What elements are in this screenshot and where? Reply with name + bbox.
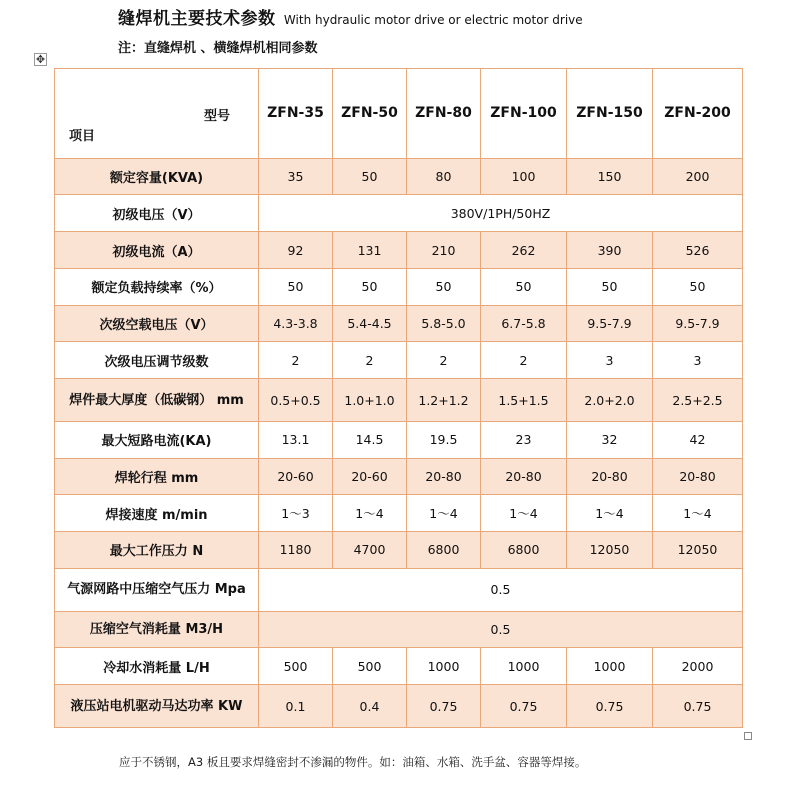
table-row [55, 532, 743, 569]
value-cell: 390 [567, 232, 653, 269]
row-label: 焊件最大厚度（低碳钢） mm [55, 379, 259, 422]
value-cell: 14.5 [333, 421, 407, 458]
value-cell: 50 [567, 268, 653, 305]
row-label: 焊轮行程 mm [55, 458, 259, 495]
value-cell: 0.5+0.5 [259, 379, 333, 422]
value-cell: 6.7-5.8 [481, 305, 567, 342]
value-cell: 6800 [481, 532, 567, 569]
value-cell: 0.1 [259, 685, 333, 728]
table-row [55, 568, 743, 611]
value-cell: 0.4 [333, 685, 407, 728]
header-model-label: 型号 [203, 109, 230, 124]
value-cell: 131 [333, 232, 407, 269]
model-header: ZFN-150 [567, 69, 653, 159]
value-cell: 500 [333, 648, 407, 685]
table-row [55, 379, 743, 422]
table-move-handle-icon[interactable]: ✥ [35, 53, 46, 66]
value-cell: 92 [259, 232, 333, 269]
value-cell: 1～4 [407, 495, 481, 532]
row-label: 额定负载持续率（%） [55, 268, 259, 305]
value-cell: 50 [481, 268, 567, 305]
value-cell: 20-80 [407, 458, 481, 495]
merged-value-cell: 0.5 [259, 611, 743, 648]
value-cell: 50 [333, 268, 407, 305]
table-row [55, 421, 743, 458]
value-cell: 2.5+2.5 [653, 379, 743, 422]
value-cell: 500 [259, 648, 333, 685]
value-cell: 526 [653, 232, 743, 269]
value-cell: 50 [333, 158, 407, 195]
value-cell: 1.0+1.0 [333, 379, 407, 422]
row-label: 最大短路电流(KA) [55, 421, 259, 458]
value-cell: 1.2+1.2 [407, 379, 481, 422]
row-label: 液压站电机驱动马达功率 KW [55, 685, 259, 728]
note-text: 注：直缝焊机 、横缝焊机相同参数 [118, 41, 318, 56]
model-header: ZFN-80 [407, 69, 481, 159]
value-cell: 1180 [259, 532, 333, 569]
merged-value-cell: 0.5 [259, 568, 743, 611]
table-row [55, 685, 743, 728]
merged-value-cell: 380V/1PH/50HZ [259, 195, 743, 232]
value-cell: 1.5+1.5 [481, 379, 567, 422]
row-label: 次级电压调节级数 [55, 342, 259, 379]
row-label: 气源网路中压缩空气压力 Mpa [55, 568, 259, 611]
table-row [55, 342, 743, 379]
value-cell: 12050 [567, 532, 653, 569]
table-row [55, 232, 743, 269]
value-cell: 1～4 [567, 495, 653, 532]
table-row [55, 648, 743, 685]
row-label: 初级电流（A） [55, 232, 259, 269]
value-cell: 3 [567, 342, 653, 379]
header-diagonal-cell [55, 69, 259, 159]
value-cell: 2 [259, 342, 333, 379]
value-cell: 210 [407, 232, 481, 269]
table-row [55, 495, 743, 532]
row-label: 次级空载电压（V） [55, 305, 259, 342]
value-cell: 262 [481, 232, 567, 269]
value-cell: 1000 [567, 648, 653, 685]
value-cell: 4700 [333, 532, 407, 569]
value-cell: 20-80 [481, 458, 567, 495]
model-header: ZFN-100 [481, 69, 567, 159]
model-header: ZFN-200 [653, 69, 743, 159]
spec-table [54, 68, 743, 728]
value-cell: 0.75 [653, 685, 743, 728]
value-cell: 2000 [653, 648, 743, 685]
header-row [55, 69, 743, 159]
value-cell: 5.4-4.5 [333, 305, 407, 342]
row-label: 冷却水消耗量 L/H [55, 648, 259, 685]
table-row [55, 195, 743, 232]
value-cell: 12050 [653, 532, 743, 569]
value-cell: 13.1 [259, 421, 333, 458]
table-row [55, 268, 743, 305]
value-cell: 20-60 [259, 458, 333, 495]
value-cell: 1～4 [333, 495, 407, 532]
footer-note: 应于不锈钢，A3 板且要求焊缝密封不渗漏的物件。如：油箱、水箱、洗手盆、容器等焊接。 [119, 755, 587, 769]
row-label: 初级电压（V） [55, 195, 259, 232]
value-cell: 2 [407, 342, 481, 379]
header-item-label: 项目 [69, 128, 96, 144]
value-cell: 42 [653, 421, 743, 458]
table-row [55, 305, 743, 342]
value-cell: 19.5 [407, 421, 481, 458]
value-cell: 0.75 [407, 685, 481, 728]
table-row [55, 158, 743, 195]
value-cell: 50 [259, 268, 333, 305]
row-label: 压缩空气消耗量 M3/H [55, 611, 259, 648]
table-row [55, 458, 743, 495]
page-title [118, 4, 583, 29]
value-cell: 5.8-5.0 [407, 305, 481, 342]
value-cell: 200 [653, 158, 743, 195]
value-cell: 20-80 [653, 458, 743, 495]
value-cell: 150 [567, 158, 653, 195]
value-cell: 80 [407, 158, 481, 195]
value-cell: 35 [259, 158, 333, 195]
value-cell: 9.5-7.9 [567, 305, 653, 342]
value-cell: 0.75 [567, 685, 653, 728]
value-cell: 1～4 [481, 495, 567, 532]
value-cell: 3 [653, 342, 743, 379]
value-cell: 4.3-3.8 [259, 305, 333, 342]
value-cell: 50 [653, 268, 743, 305]
value-cell: 2 [333, 342, 407, 379]
table-resize-handle[interactable] [744, 732, 752, 740]
model-header: ZFN-50 [333, 69, 407, 159]
value-cell: 100 [481, 158, 567, 195]
row-label: 额定容量(KVA) [55, 158, 259, 195]
value-cell: 23 [481, 421, 567, 458]
value-cell: 32 [567, 421, 653, 458]
value-cell: 1000 [481, 648, 567, 685]
value-cell: 1～4 [653, 495, 743, 532]
value-cell: 2 [481, 342, 567, 379]
table-row [55, 611, 743, 648]
value-cell: 0.75 [481, 685, 567, 728]
value-cell: 9.5-7.9 [653, 305, 743, 342]
title-en: With hydraulic motor drive or electric motor drive [283, 13, 583, 27]
row-label: 最大工作压力 N [55, 532, 259, 569]
value-cell: 1000 [407, 648, 481, 685]
value-cell: 6800 [407, 532, 481, 569]
row-label: 焊接速度 m/min [55, 495, 259, 532]
value-cell: 50 [407, 268, 481, 305]
value-cell: 20-80 [567, 458, 653, 495]
model-header: ZFN-35 [259, 69, 333, 159]
value-cell: 20-60 [333, 458, 407, 495]
value-cell: 2.0+2.0 [567, 379, 653, 422]
title-cn: 缝焊机主要技术参数 [118, 9, 276, 29]
value-cell: 1～3 [259, 495, 333, 532]
